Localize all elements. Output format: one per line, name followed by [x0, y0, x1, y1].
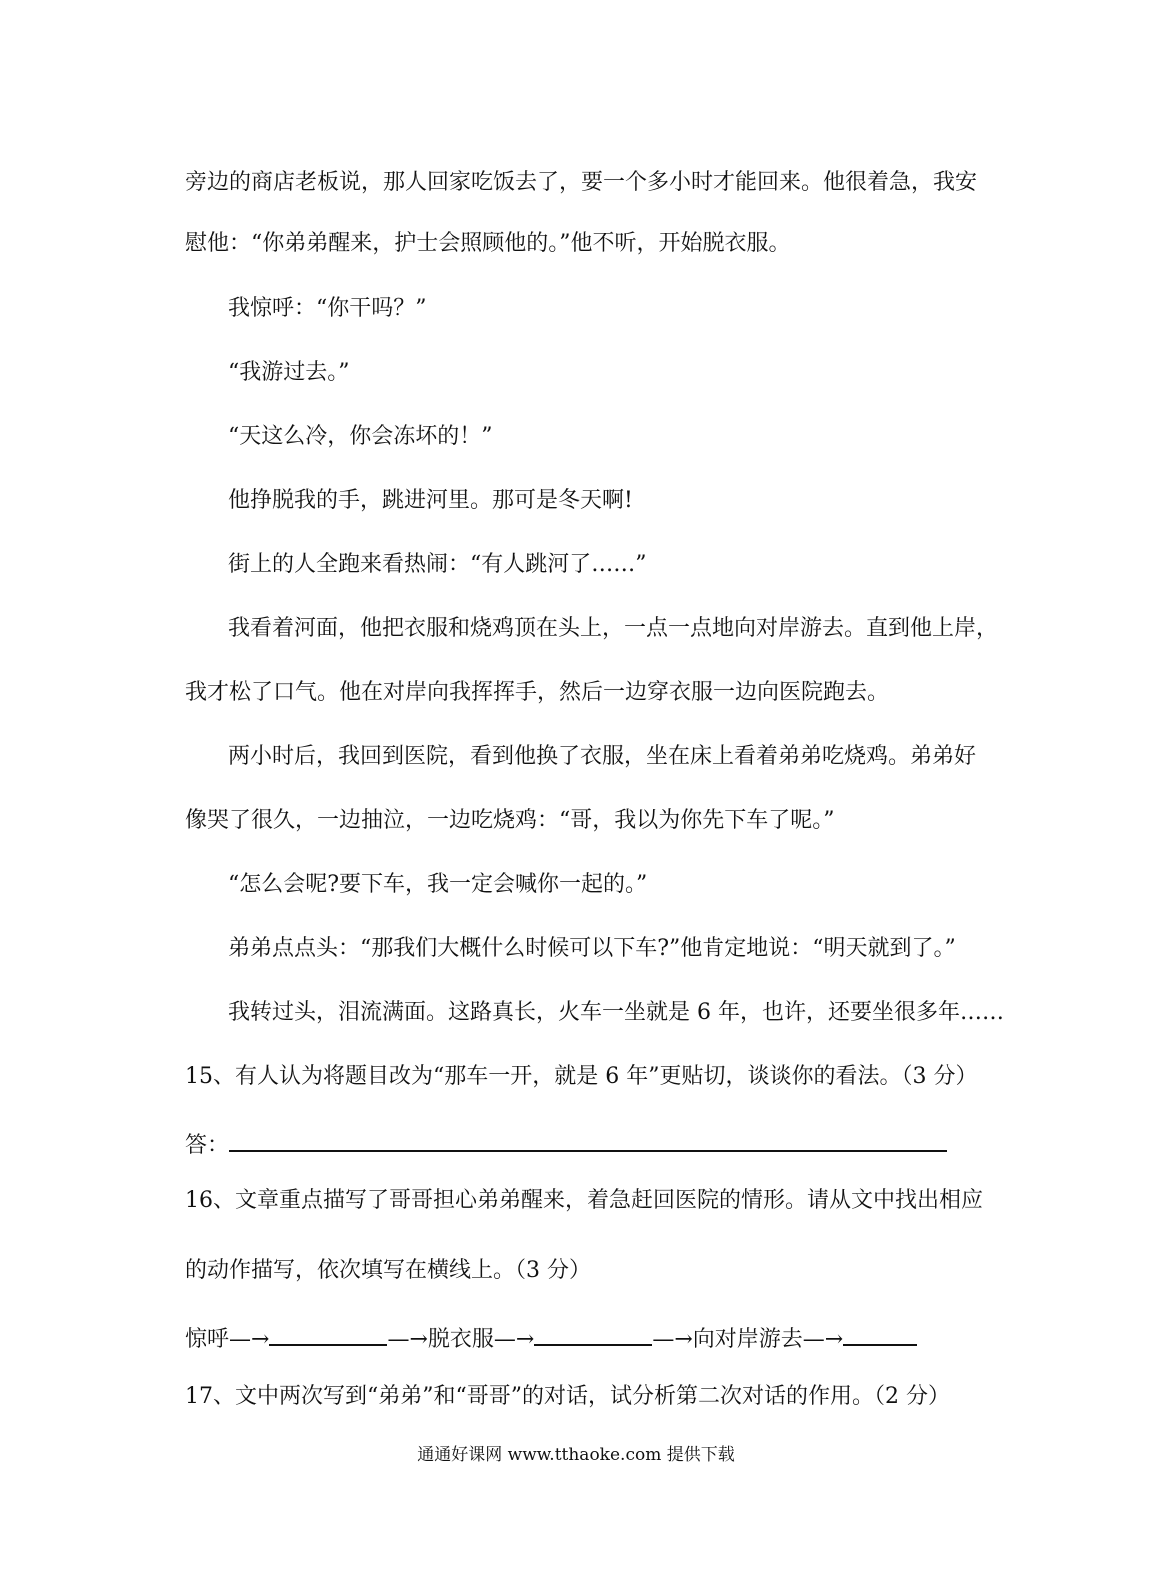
paragraph-line-5: 我看着河面，他把衣服和烧鸡顶在头上，一点一点地向对岸游去。直到他上岸，: [228, 616, 999, 641]
answer-label: 答：: [185, 1133, 230, 1158]
q16-text-a: 16、文章重点描写了哥哥担心弟弟醒来，: [185, 1188, 587, 1213]
question-15: 15、有人认为将题目改为“那车一开，就是 6 年”更贴切，谈谈你的看法。（3 分）: [185, 1064, 978, 1089]
dialogue-line-1: 我惊呼：“你干吗？”: [228, 296, 427, 321]
paragraph-line-7: 两小时后，我回到医院，看到他换了衣服，坐在床上看着弟弟吃烧鸡。弟弟好: [228, 744, 977, 769]
chain-step-1: 惊呼—→: [185, 1327, 270, 1352]
paragraph-line-3: 他挣脱我的手，跳进河里。那可是冬天啊!: [228, 488, 633, 513]
paragraph-line-9: “怎么会呢?要下车，我一定会喊你一起的。”: [228, 872, 648, 897]
answer-blank-15[interactable]: [229, 1126, 947, 1152]
q16-emphasis-2: 相应: [939, 1188, 984, 1213]
question-16-line-2: 的动作描写，依次填写在横线上。（3 分）: [185, 1258, 591, 1283]
paragraph-line-11: 我转过头，泪流满面。这路真长，火车一坐就是 6 年，也许，还要坐很多年……: [228, 1000, 1004, 1025]
question-17: 17、文中两次写到“弟弟”和“哥哥”的对话，试分析第二次对话的作用。（2 分）: [185, 1384, 950, 1409]
chain-step-2: —→脱衣服—→: [387, 1327, 535, 1352]
paragraph-line-10: 弟弟点点头：“那我们大概什么时候可以下车?”他肯定地说：“明天就到了。”: [228, 936, 956, 961]
dialogue-line-3: “天这么冷，你会冻坏的！”: [228, 424, 493, 449]
answer-blank-16-3[interactable]: [843, 1320, 917, 1346]
paragraph-line-2: 慰他：“你弟弟醒来，护士会照顾他的。”他不听，开始脱衣服。: [185, 231, 791, 256]
answer-blank-16-1[interactable]: [269, 1320, 387, 1346]
paragraph-line-8: 像哭了很久，一边抽泣，一边吃烧鸡：“哥，我以为你先下车了呢。”: [185, 808, 835, 833]
dialogue-line-2: “我游过去。”: [228, 360, 350, 385]
paragraph-line-6: 我才松了口气。他在对岸向我挥挥手，然后一边穿衣服一边向医院跑去。: [185, 680, 890, 705]
question-16-line-1: [185, 1186, 983, 1216]
paragraph-line-4: 街上的人全跑来看热闹：“有人跳河了……”: [228, 552, 647, 577]
chain-step-3: —→向对岸游去—→: [652, 1327, 844, 1352]
question-16-chain: [185, 1320, 917, 1355]
q16-text-c: 回医院的情形。请从文中找出: [653, 1188, 940, 1213]
paragraph-line-1: 旁边的商店老板说，那人回家吃饭去了，要一个多小时才能回来。他很着急，我安: [185, 170, 978, 195]
q16-emphasis-1: 着急赶: [587, 1188, 654, 1213]
answer-blank-16-2[interactable]: [534, 1320, 652, 1346]
footer-source: 通通好课网 www.tthaoke.com 提供下载: [417, 1445, 735, 1465]
question-15-answer: [185, 1126, 947, 1161]
